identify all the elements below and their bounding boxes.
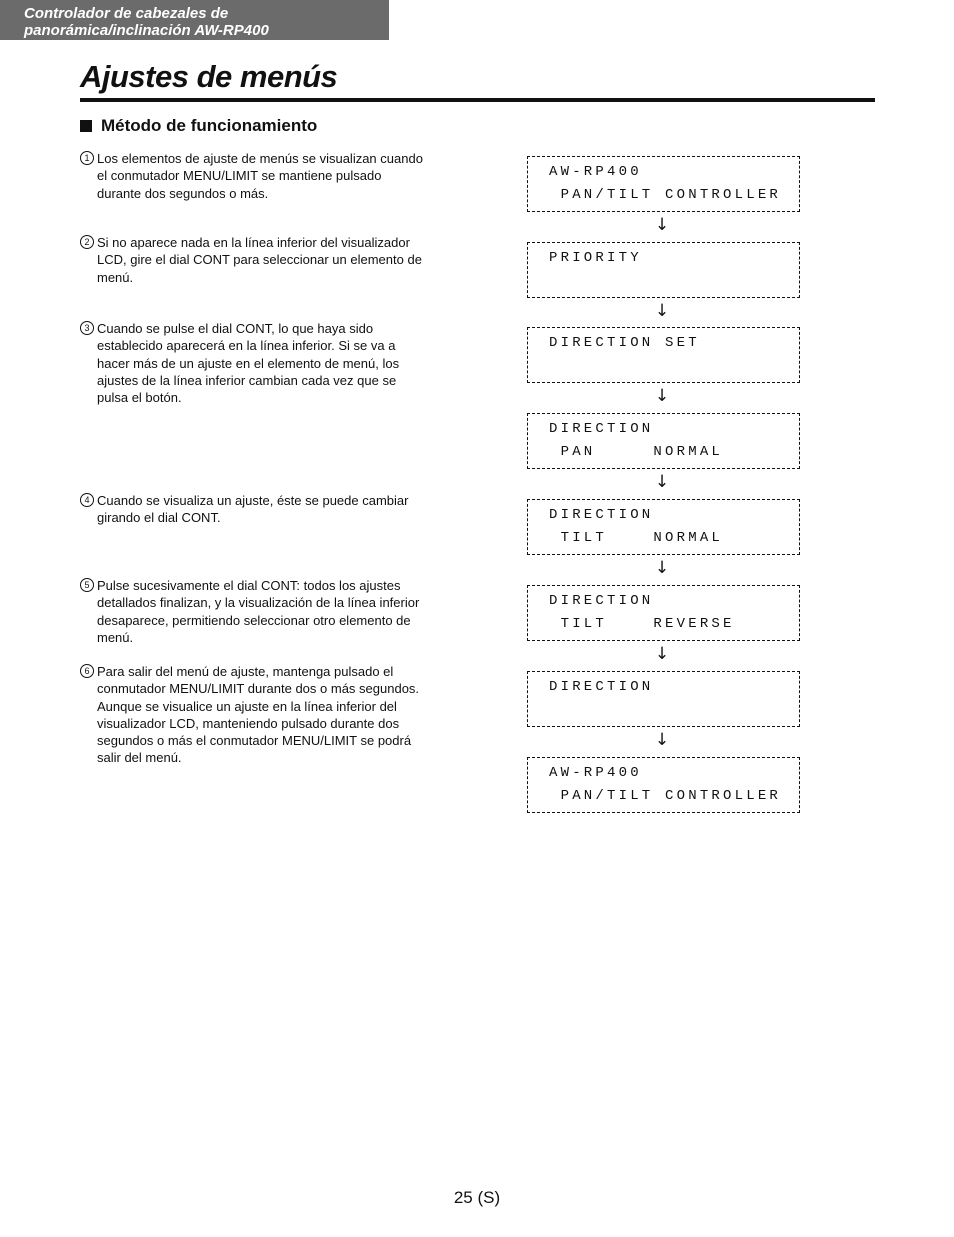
step-number: 3 [80, 321, 94, 335]
page-number: 25 (S) [453, 1188, 501, 1207]
lcd-line-2: TILT REVERSE [549, 616, 735, 632]
step-line: ajustes de la línea inferior cambian cada vez que se [97, 372, 397, 388]
page-title: Ajustes de menús [80, 59, 338, 94]
section-heading-label: Método de funcionamiento [101, 116, 318, 135]
lcd-line-1: AW-RP400 [549, 164, 642, 180]
header-line-1: Controlador de cabezales de [24, 5, 229, 22]
step-2 [80, 234, 452, 286]
step-line: girando el dial CONT. [97, 510, 221, 526]
step-line: visualizador LCD, manteniendo pulsado durante dos [97, 715, 400, 731]
lcd-line-1: AW-RP400 [549, 765, 642, 781]
down-arrow-icon: ↓ [654, 386, 670, 406]
lcd-line-2: PAN NORMAL [549, 444, 724, 460]
step-line: establecido aparecerá en la línea inferior. Si se va a [97, 338, 396, 354]
down-arrow-icon: ↓ [654, 472, 670, 492]
step-number: 2 [80, 235, 94, 249]
lcd-line-2: PAN/TILT CONTROLLER [549, 187, 782, 203]
step-line: detallados finalizan, y la visualización de la línea inferior [97, 595, 420, 611]
step-line: desaparece, permitiendo seleccionar otro elemento de [97, 612, 411, 628]
lcd-line-1: DIRECTION [549, 421, 654, 437]
down-arrow-icon: ↓ [654, 301, 670, 321]
step-line: Pulse sucesivamente el dial CONT: todos los ajustes [97, 578, 401, 593]
step-number: 5 [80, 578, 94, 592]
step-line: Cuando se visualiza un ajuste, éste se puede cambiar [97, 493, 409, 508]
lcd-line-1: DIRECTION [549, 593, 654, 609]
lcd-screen-1 [527, 156, 800, 212]
lcd-line-2: TILT NORMAL [549, 530, 724, 546]
lcd-line-1: DIRECTION SET [549, 335, 700, 351]
lcd-screen-7 [527, 671, 800, 727]
step-line: menú. [97, 269, 134, 285]
step-line: conmutador MENU/LIMIT durante dos o más segundos. [97, 681, 420, 697]
step-number: 6 [80, 664, 94, 678]
step-line: Aunque se visualice un ajuste en la línea inferior del [97, 698, 397, 714]
lcd-line-2: PAN/TILT CONTROLLER [549, 788, 782, 804]
lcd-line-1: DIRECTION [549, 679, 654, 695]
title-rule [80, 98, 875, 102]
square-bullet-icon [80, 120, 92, 132]
lcd-screen-3 [527, 327, 800, 383]
step-line: pulsa el botón. [97, 390, 182, 406]
header-line-2: panorámica/inclinación AW-RP400 [24, 22, 269, 39]
down-arrow-icon: ↓ [654, 730, 670, 750]
down-arrow-icon: ↓ [654, 558, 670, 578]
step-line: Los elementos de ajuste de menús se visualizan cuando [97, 151, 423, 166]
step-line: Si no aparece nada en la línea inferior del visualizador [97, 235, 410, 250]
lcd-screen-2 [527, 242, 800, 298]
lcd-screen-6 [527, 585, 800, 641]
step-number: 1 [80, 151, 94, 165]
lcd-line-1: DIRECTION [549, 507, 654, 523]
step-line: LCD, gire el dial CONT para seleccionar un elemento de [97, 252, 422, 268]
step-6 [80, 663, 452, 767]
step-line: Cuando se pulse el dial CONT, lo que haya sido [97, 321, 374, 336]
step-line: hacer más de un ajuste en el elemento de menú, los [97, 355, 400, 371]
step-line: menú. [97, 629, 134, 645]
step-3 [80, 320, 452, 406]
down-arrow-icon: ↓ [654, 215, 670, 235]
step-4 [80, 492, 452, 527]
step-line: salir del menú. [97, 750, 182, 766]
lcd-line-1: PRIORITY [549, 250, 642, 266]
step-line: Para salir del menú de ajuste, mantenga pulsado el [97, 664, 394, 679]
step-5 [80, 577, 452, 646]
lcd-screen-8 [527, 757, 800, 813]
lcd-screen-5 [527, 499, 800, 555]
step-line: segundos o más el conmutador MENU/LIMIT se podrá [97, 733, 412, 749]
down-arrow-icon: ↓ [654, 644, 670, 664]
step-line: el conmutador MENU/LIMIT se mantiene pulsado [97, 168, 382, 184]
header-tab [0, 0, 389, 40]
step-number: 4 [80, 493, 94, 507]
section-heading [80, 116, 317, 136]
step-1 [80, 150, 452, 202]
lcd-screen-4 [527, 413, 800, 469]
step-line: durante dos segundos o más. [97, 185, 269, 201]
